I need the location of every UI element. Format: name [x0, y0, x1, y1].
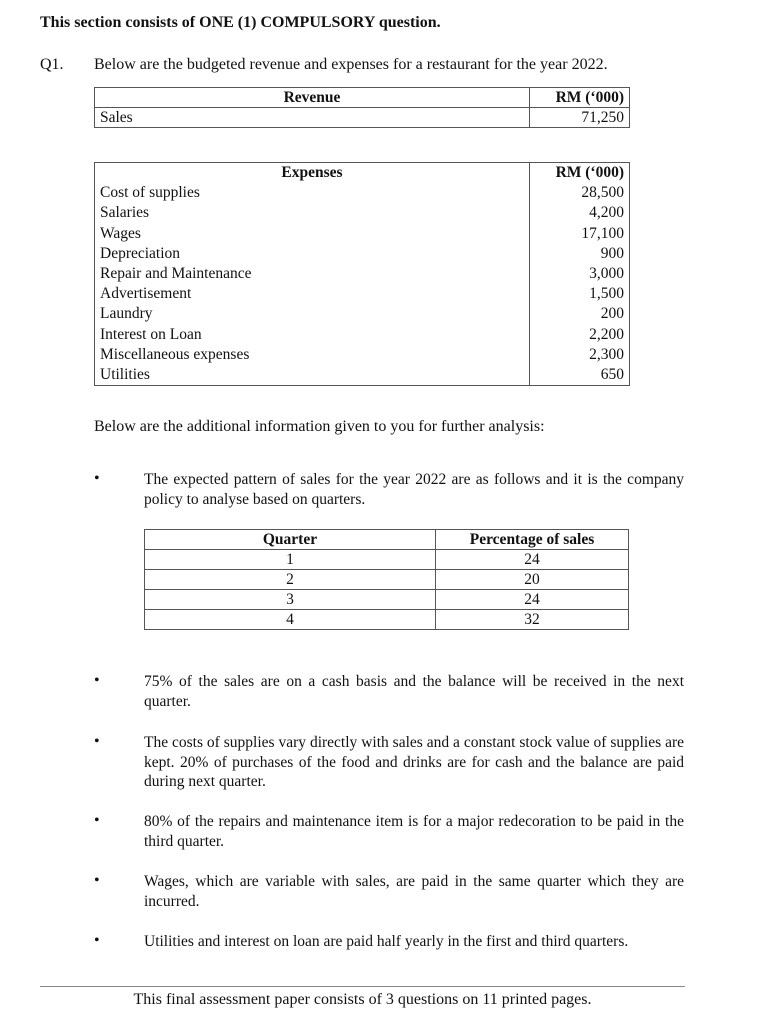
percentage-header: Percentage of sales: [436, 530, 629, 550]
expense-amount: 200: [530, 304, 630, 324]
question-number: Q1.: [40, 56, 64, 73]
bullet-text: 80% of the repairs and maintenance item is for a major redecoration to be paid in the third quarter.: [144, 813, 684, 850]
expense-item: Cost of supplies: [95, 183, 530, 203]
footer-text: This final assessment paper consists of 3 questions on 11 printed pages.: [133, 991, 592, 1008]
bullet-text: Utilities and interest on loan are paid half yearly in the first and third quarters.: [144, 933, 629, 950]
percentage-value: 32: [436, 610, 629, 630]
quarter-value: 4: [145, 610, 436, 630]
expense-item: Interest on Loan: [95, 325, 530, 345]
table-row: [95, 264, 630, 284]
expense-amount: 4,200: [530, 203, 630, 223]
quarter-value: 1: [145, 550, 436, 570]
expense-amount: 28,500: [530, 183, 630, 203]
table-row: [145, 610, 629, 630]
expense-amount: 2,200: [530, 325, 630, 345]
footer-divider: [40, 986, 685, 987]
expense-amount: 1,500: [530, 284, 630, 304]
table-row: [95, 203, 630, 223]
quarter-value: 2: [145, 570, 436, 590]
expense-item: Miscellaneous expenses: [95, 345, 530, 365]
table-row: [95, 284, 630, 304]
table-row: [145, 550, 629, 570]
bullet-text: The costs of supplies vary directly with sales and a constant stock value of supplies are kept. 20% of purchases of the food and drinks are for cash and the balance are paid during next quarter.: [144, 734, 684, 790]
expense-item: Repair and Maintenance: [95, 264, 530, 284]
bullet-icon: •: [94, 872, 100, 889]
additional-info-intro: Below are the additional information given to you for further analysis:: [94, 418, 545, 435]
bullet-icon: •: [94, 932, 100, 949]
expense-item: Advertisement: [95, 284, 530, 304]
table-row: [95, 224, 630, 244]
bullet-icon: •: [94, 733, 100, 750]
expense-amount: 650: [530, 365, 630, 386]
expense-item: Salaries: [95, 203, 530, 223]
revenue-amount-header: RM (‘000): [530, 88, 630, 108]
bullet-text: The expected pattern of sales for the year 2022 are as follows and it is the company policy to analyse based on quarters.: [144, 471, 684, 508]
revenue-amount: 71,250: [530, 108, 630, 128]
expenses-amount-header: RM (‘000): [530, 163, 630, 184]
expense-item: Laundry: [95, 304, 530, 324]
table-row: [95, 365, 630, 386]
bullet-icon: •: [94, 470, 100, 487]
bullet-icon: •: [94, 672, 100, 689]
expense-item: Utilities: [95, 365, 530, 386]
percentage-value: 24: [436, 590, 629, 610]
expense-amount: 3,000: [530, 264, 630, 284]
table-row: [95, 183, 630, 203]
expense-item: Depreciation: [95, 244, 530, 264]
expenses-header: Expenses: [95, 163, 530, 184]
bullet-text: Wages, which are variable with sales, are paid in the same quarter which they are incurred.: [144, 873, 684, 910]
table-row: [95, 325, 630, 345]
table-row: [145, 570, 629, 590]
expense-amount: 17,100: [530, 224, 630, 244]
expense-item: Wages: [95, 224, 530, 244]
percentage-value: 24: [436, 550, 629, 570]
revenue-item: Sales: [95, 108, 530, 128]
table-row: [95, 304, 630, 324]
expense-amount: 900: [530, 244, 630, 264]
bullet-text: 75% of the sales are on a cash basis and the balance will be received in the next quarter.: [144, 673, 684, 710]
table-row: [95, 244, 630, 264]
table-row: [95, 108, 630, 128]
table-row: [95, 345, 630, 365]
expenses-table: [94, 162, 630, 386]
revenue-header: Revenue: [95, 88, 530, 108]
bullet-icon: •: [94, 812, 100, 829]
table-row: [145, 590, 629, 610]
quarter-header: Quarter: [145, 530, 436, 550]
question-text: Below are the budgeted revenue and expenses for a restaurant for the year 2022.: [94, 56, 608, 73]
percentage-value: 20: [436, 570, 629, 590]
quarter-table: [144, 529, 629, 630]
revenue-table: [94, 87, 630, 128]
quarter-value: 3: [145, 590, 436, 610]
expense-amount: 2,300: [530, 345, 630, 365]
section-intro: This section consists of ONE (1) COMPULSORY question.: [40, 14, 441, 31]
